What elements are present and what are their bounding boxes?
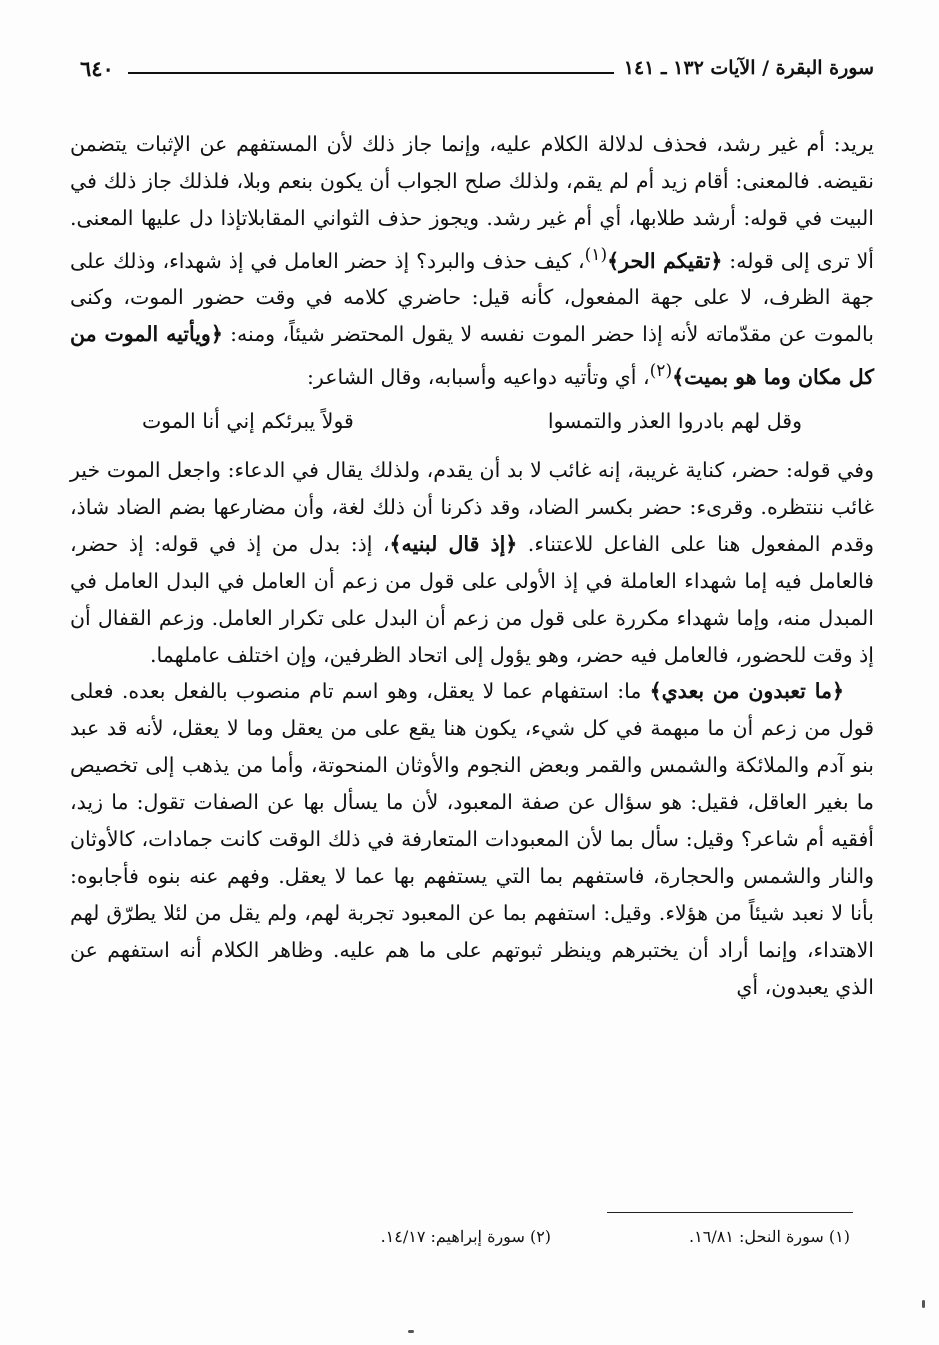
footnote-2: (٢) سورة إبراهيم: ١٤/١٧.	[380, 1227, 552, 1246]
surah-title: سورة البقرة / الآيات ١٣٢ ـ ١٤١	[623, 57, 874, 79]
body-text	[70, 126, 874, 1006]
paragraph-2-text-b: ، إذ: بدل من إذ في قوله: إذ حضر، فالعامل فيه إما شهداء العاملة في إذ الأولى على قول من زعم أن العامل في البدل العامل في المبدل منه، وإما شهداء مكررة على قول من زعم أن البدل على تكرار العامل. وزعم القفال أن إذ وقت للحضور، فالعامل فيه حضر، وهو يؤول إلى اتحاد الظرفين، وإن اختلف عاملهما.	[70, 531, 874, 667]
verse-second-hemistich: قولاً يبرئكم إني أنا الموت	[142, 409, 354, 433]
footnotes	[70, 1222, 850, 1252]
paragraph-2	[70, 452, 874, 673]
paragraph-3-text: ما: استفهام عما لا يعقل، وهو اسم تام منصوب بالفعل بعده. فعلى قول من زعم أن ما مبهمة في كل شيء، يكون هنا يقع على من يعقل وما لا يعقل، لأنه قد عبد بنو آدم والملائكة والشمس والقمر وبعض النجوم والأوثان المنحوتة، وأما من يذهب إلى تخصيص ما بغير العاقل، فقيل: هو سؤال عن صفة المعبود، لأن ما يسأل بها عن الصفات تقول: ما زيد، أفقيه أم شاعر؟ وقيل: سأل بما لأن المعبودات المتعارفة في ذلك الوقت كانت جمادات، كالأوثان والنار والشمس والحجارة، فاستفهم بما التي يستفهم بها عما لا يعقل. وفهم عنه بنوه فأجابوه: بأنا لا نعبد شيئاً من هؤلاء. وقيل: استفهم بما عن المعبود تجربة لهم، ولم يقل من لئلا يطرّق لهم الاهتداء، وإنما أراد أن يختبرهم وينظر ثبوتهم على ما هم عليه. وظاهر الكلام أنه استفهم عن الذي يعبدون، أي	[70, 679, 874, 999]
quran-quote-3: ﴿إذ قال لبنيه﴾	[389, 531, 518, 556]
header-rule	[128, 72, 614, 74]
verse-first-hemistich: وقل لهم بادروا العذر والتمسوا	[547, 409, 802, 433]
quran-quote-4: ﴿ما تعبدون من بعدي﴾	[649, 679, 844, 704]
running-header	[70, 48, 874, 88]
paragraph-1-text-a: يريد: أم غير رشد، فحذف لدلالة الكلام عليه، وإنما جاز ذلك لأن المستفهم عن الإثبات يتضمن نقيضه. فالمعنى: أقام زيد أم لم يقم، ولذلك صلح الجواب أن يكون بنعم وبلا، فلذلك جاز ذلك في البيت في قوله: أرشد طلابها، أي أم غير رشد. ويجوز حذف الثواني المقابلاتإذا دل عليها المعنى. ألا ترى إلى قوله:	[70, 132, 875, 273]
quran-quote-2: ﴿ويأتيه الموت من كل مكان وما هو بميت﴾	[70, 322, 874, 390]
paragraph-1-text-b: ، كيف حذف والبرد؟ إذ حضر العامل في إذ شهداء، وذلك على جهة الظرف، لا على جهة المفعول، كأنه قيل: حاضري كلامه في وقت حضور الموت، وكنى بالموت عن مقدّماته لأنه إذا حضر الموت نفسه لا يقول المحتضر شيئاً، ومنه:	[70, 248, 874, 347]
paragraph-1	[70, 126, 874, 396]
poetry-verse	[142, 404, 802, 438]
scan-speck	[922, 1300, 925, 1308]
footnote-rule	[607, 1212, 853, 1213]
footnote-ref-1: (١)	[584, 244, 608, 265]
footnote-1: (١) سورة النحل: ١٦/٨١.	[689, 1227, 850, 1246]
footnote-ref-2: (٢)	[649, 361, 673, 382]
scan-speck	[408, 1330, 414, 1333]
paragraph-1-text-c: ، أي وتأتيه دواعيه وأسبابه، وقال الشاعر:	[307, 365, 650, 390]
page-number: ٦٤٠	[80, 55, 114, 81]
paragraph-3	[70, 673, 874, 1005]
quran-quote-1: ﴿تقيكم الحر﴾	[607, 248, 723, 273]
paragraph-2-text-a: وفي قوله: حضر، كناية غريبة، إنه غائب لا بد أن يقدم، ولذلك يقال في الدعاء: واجعل الموت خير غائب ننتظره. وقرىء: حضر بكسر الضاد، وقد ذكرنا أن ذلك لغة، وأن مضارعها بضم الضاد شاذ، وقدم المفعول هنا على الفاعل للاعتناء.	[70, 458, 875, 556]
